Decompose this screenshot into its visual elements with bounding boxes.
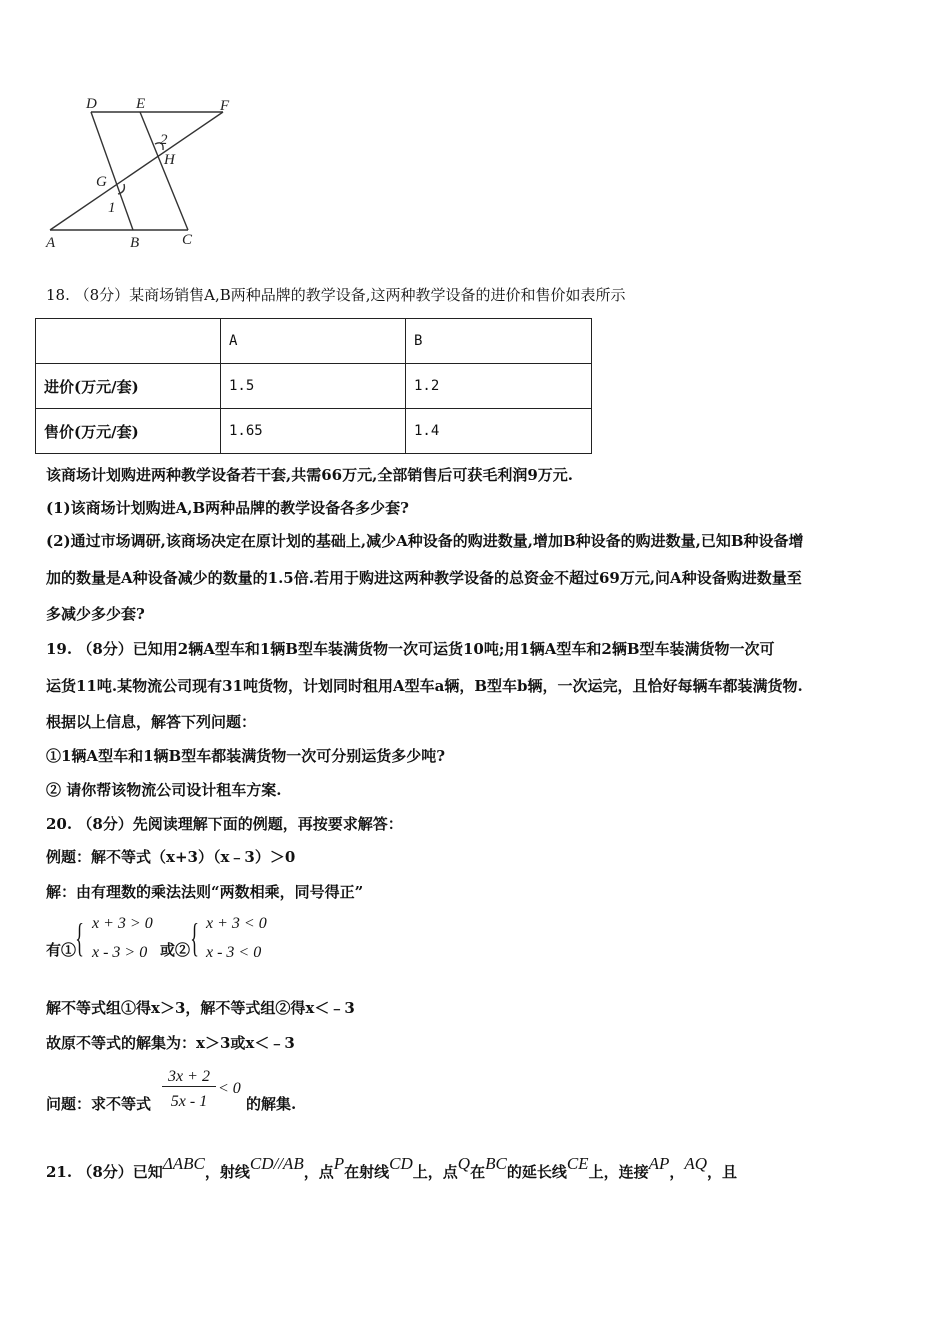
table-header-a: A — [221, 319, 406, 364]
q20-or: 或② — [160, 941, 191, 959]
price-table — [35, 318, 592, 454]
label-c: C — [182, 232, 193, 248]
q20-result2: 故原不等式的解集为：x＞3或x＜﹣3 — [46, 1034, 295, 1052]
q21-t6: 在 — [470, 1163, 486, 1181]
system-1-eq1: x + 3 > 0 — [92, 915, 153, 932]
q20-solution: 解：由有理数的乘法法则“两数相乘，同号得正” — [46, 883, 364, 901]
q18-part2-a: (2)通过市场调研,该商场决定在原计划的基础上,减少A种设备的购进数量,增加B种设备的购进数量,已知B种设备增 — [46, 532, 804, 550]
q20-example: 例题：解不等式（x+3）（x﹣3）＞0 — [46, 848, 296, 866]
label-e: E — [136, 96, 146, 112]
q19-item2: ② 请你帮该物流公司设计租车方案. — [46, 781, 282, 799]
segment-ec — [140, 112, 188, 230]
q20-question-post: 的解集. — [246, 1095, 297, 1113]
segment-af — [50, 112, 223, 230]
label-f: F — [220, 98, 230, 114]
math-bc: BC — [485, 1154, 507, 1173]
q20-have: 有① — [46, 941, 77, 959]
fraction-numerator: 3x + 2 — [162, 1068, 216, 1087]
fraction-relation: < 0 — [218, 1080, 241, 1097]
q21-t2: ，射线 — [204, 1163, 250, 1181]
math-cd: CD — [389, 1154, 413, 1173]
q19-item1: ①1辆A型车和1辆B型车都装满货物一次可分别运货多少吨? — [46, 747, 445, 765]
q19-line1: 19. （8分）已知用2辆A型车和1辆B型车装满货物一次可运货10吨;用1辆A型车和2辆B型车装满货物一次可 — [46, 640, 775, 658]
left-brace-1: { — [75, 915, 84, 960]
math-aq: AQ — [684, 1154, 708, 1173]
q20-question-pre: 问题：求不等式 — [46, 1095, 152, 1113]
label-g: G — [96, 174, 107, 190]
math-ap: AP — [648, 1154, 670, 1173]
q21-line — [46, 1154, 738, 1182]
label-2: 2 — [160, 132, 168, 148]
q19-line3: 根据以上信息，解答下列问题： — [46, 713, 257, 731]
math-ce: CE — [566, 1154, 589, 1173]
row-label-price: 售价(万元/套) — [36, 409, 221, 454]
q21-t5: 上，点 — [412, 1163, 458, 1181]
system-1-eq2: x - 3 > 0 — [92, 944, 148, 961]
row-label-cost: 进价(万元/套) — [36, 364, 221, 409]
label-d: D — [86, 96, 97, 112]
q18-part1: (1)该商场计划购进A,B两种品牌的教学设备各多少套? — [46, 499, 409, 517]
q20-line1: 20. （8分）先阅读理解下面的例题，再按要求解答： — [46, 815, 403, 833]
q21-t9: ， — [669, 1163, 685, 1181]
table-header-empty — [36, 319, 221, 364]
table-row — [36, 319, 592, 364]
label-a: A — [46, 235, 56, 251]
table-row — [36, 409, 592, 454]
q20-result1: 解不等式组①得x＞3，解不等式组②得x＜﹣3 — [46, 999, 355, 1017]
q21-t1: 21. （8分）已知 — [46, 1163, 163, 1181]
math-triangle-abc: ΔABC — [162, 1154, 205, 1173]
q21-t3: ，点 — [303, 1163, 334, 1181]
geometry-figure — [38, 92, 248, 257]
label-1: 1 — [108, 200, 116, 216]
system-2-eq2: x - 3 < 0 — [206, 944, 262, 961]
q18-stem: 18. （8分）某商场销售A,B两种品牌的教学设备,这两种教学设备的进价和售价如表所示 — [46, 286, 626, 304]
table-header-b: B — [406, 319, 592, 364]
q21-t4: 在射线 — [344, 1163, 390, 1181]
label-h: H — [164, 152, 175, 168]
q18-line1: 该商场计划购进两种教学设备若干套,共需66万元,全部销售后可获毛利润9万元. — [46, 466, 573, 484]
q18-part2-c: 多减少多少套? — [46, 605, 145, 623]
math-cd-parallel-ab: CD//AB — [249, 1154, 304, 1173]
label-b: B — [130, 235, 140, 251]
q21-t8: 上，连接 — [588, 1163, 649, 1181]
q21-t7: 的延长线 — [506, 1163, 567, 1181]
cell-cost-b: 1.2 — [406, 364, 592, 409]
math-p: P — [333, 1154, 345, 1173]
cell-price-a: 1.65 — [221, 409, 406, 454]
q18-part2-b: 加的数量是A种设备减少的数量的1.5倍.若用于购进这两种教学设备的总资金不超过69万元,问A种设备购进数量至 — [46, 569, 802, 587]
table-row — [36, 364, 592, 409]
q19-line2: 运货11吨.某物流公司现有31吨货物，计划同时租用A型车a辆，B型车b辆，一次运完，且恰好每辆车都装满货物. — [46, 677, 803, 695]
system-2-eq1: x + 3 < 0 — [206, 915, 267, 932]
cell-cost-a: 1.5 — [221, 364, 406, 409]
q21-t10: ，且 — [707, 1163, 738, 1181]
cell-price-b: 1.4 — [406, 409, 592, 454]
fraction-denominator: 5x - 1 — [170, 1093, 208, 1110]
left-brace-2: { — [190, 915, 199, 960]
math-q: Q — [457, 1154, 471, 1173]
